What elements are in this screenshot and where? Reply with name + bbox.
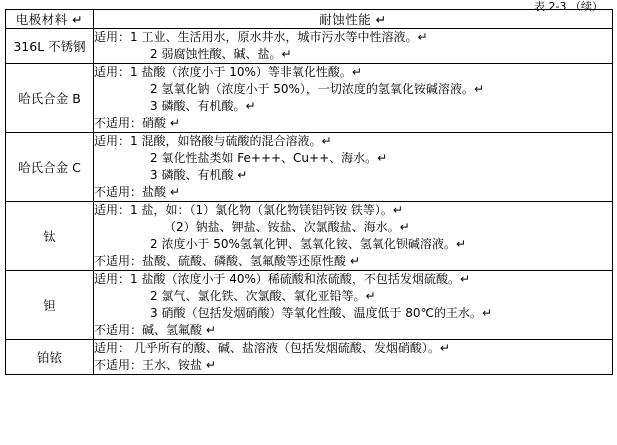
cell-material: 钛 [6, 202, 94, 271]
performance-line: 不适用：盐酸、硫酸、磷酸、氢氟酸等还原性酸 ↵ [94, 254, 360, 268]
cell-material: 316L 不锈钢 [6, 29, 94, 64]
performance-line: 2 弱腐蚀性酸、碱、盐。↵ [150, 47, 292, 61]
performance-line: 3 磷酸、有机酸 ↵ [150, 168, 248, 182]
table-row [6, 133, 613, 202]
performance-line: 适用：1 盐酸（浓度小于 40%）稀硫酸和浓硫酸，不包括发烟硫酸。↵ [94, 272, 470, 286]
performance-line: 不适用：硝酸 ↵ [94, 116, 180, 130]
column-header-performance: 耐蚀性能 ↵ [94, 10, 613, 29]
performance-line: 不适用：王水、铵盐 ↵ [94, 358, 216, 372]
cell-performance [94, 202, 613, 271]
cell-performance [94, 340, 613, 375]
performance-line: 3 磷酸、有机酸。↵ [150, 99, 256, 113]
table-row [6, 271, 613, 340]
performance-line: 2 氢氧化钠（浓度小于 50%），一切浓度的氢氧化铵碱溶液。↵ [150, 82, 484, 96]
performance-line: 2 氯气、氯化铁、次氯酸、氧化亚铅等。↵ [150, 289, 376, 303]
performance-line: 2 浓度小于 50%氢氧化钾、氢氧化铵、氢氧化钡碱溶液。↵ [150, 237, 466, 251]
cell-performance [94, 271, 613, 340]
cell-performance [94, 64, 613, 133]
performance-line: （2）钠盐、钾盐、铵盐、次氯酸盐、海水。↵ [164, 220, 410, 234]
electrode-material-table [5, 9, 613, 375]
table-row [6, 64, 613, 133]
table-body [6, 29, 613, 375]
cell-performance [94, 133, 613, 202]
performance-line: 适用：1 混酸，如铬酸与硫酸的混合溶液。↵ [94, 134, 332, 148]
cell-material: 哈氏合金 C [6, 133, 94, 202]
cell-material: 铂铱 [6, 340, 94, 375]
table-row [6, 29, 613, 64]
table-row [6, 340, 613, 375]
column-header-material: 电极材料 ↵ [6, 10, 94, 29]
cell-material: 哈氏合金 B [6, 64, 94, 133]
performance-line: 适用： 几乎所有的酸、碱、盐溶液（包括发烟硫酸、发烟硝酸）。↵ [94, 341, 450, 355]
performance-line: 适用：1 盐，如：（1）氯化物（氯化物镁铝钙铵 铁等）。↵ [94, 203, 403, 217]
table-caption: 表 2-3 （续） [534, 0, 603, 13]
performance-line: 2 氧化性盐类如 Fe+++、Cu++、海水。↵ [150, 151, 388, 165]
cell-performance [94, 29, 613, 64]
performance-line: 适用：1 盐酸（浓度小于 10%）等非氧化性酸。↵ [94, 65, 362, 79]
performance-line: 3 硝酸（包括发烟硝酸）等氧化性酸、温度低于 80℃的王水。↵ [150, 306, 493, 320]
cell-material: 钽 [6, 271, 94, 340]
performance-line: 适用：1 工业、生活用水，原水井水，城市污水等中性溶液。↵ [94, 30, 428, 44]
performance-line: 不适用：盐酸 ↵ [94, 185, 180, 199]
performance-line: 不适用：碱、氢氟酸 ↵ [94, 323, 216, 337]
table-header-row [6, 10, 613, 29]
table-row [6, 202, 613, 271]
